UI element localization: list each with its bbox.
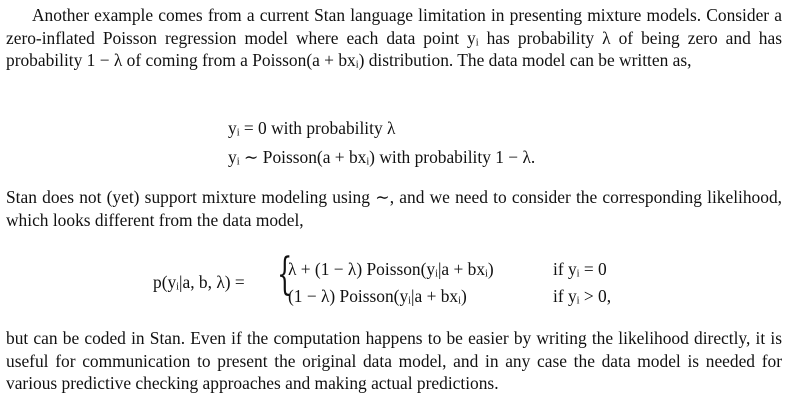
case-2-condition: if yᵢ > 0, <box>553 286 612 306</box>
data-model-line-2: yᵢ ∼ Poisson(a + bxᵢ) with probability 1 − λ. <box>228 147 536 167</box>
paragraph-conclusion-text: but can be coded in Stan. Even if the computation happens to be easier by writing the likelihood directly, it is useful for communication to present the original data model, and in any case the data model is needed for various predictive checking approaches and making actual predictions. <box>6 328 782 393</box>
paragraph-intro-text: Another example comes from a current Stan language limitation in presenting mixture models. Consider a zero-inflated Poisson regression model where each data point yᵢ has probability λ of being zero and has probability 1 − λ of coming from a Poisson(a + bxᵢ) distribution. The data model can be written as, <box>6 5 782 70</box>
paragraph-conclusion <box>6 327 782 395</box>
paragraph-likelihood-text: Stan does not (yet) support mixture modeling using ∼, and we need to consider the corresponding likelihood, which looks different from the data model, <box>6 187 782 230</box>
case-1-condition: if yᵢ = 0 <box>553 259 607 279</box>
case-2-expression: (1 − λ) Poisson(yᵢ|a + bxᵢ) <box>288 286 467 306</box>
paragraph-likelihood <box>6 186 782 231</box>
paragraph-intro <box>6 4 782 72</box>
likelihood-lhs: p(yᵢ|a, b, λ) = <box>153 272 245 292</box>
data-model-line-1: yᵢ = 0 with probability λ <box>228 118 396 138</box>
case-1-expression: λ + (1 − λ) Poisson(yᵢ|a + bxᵢ) <box>288 259 494 279</box>
cases-brace: { <box>277 249 293 300</box>
